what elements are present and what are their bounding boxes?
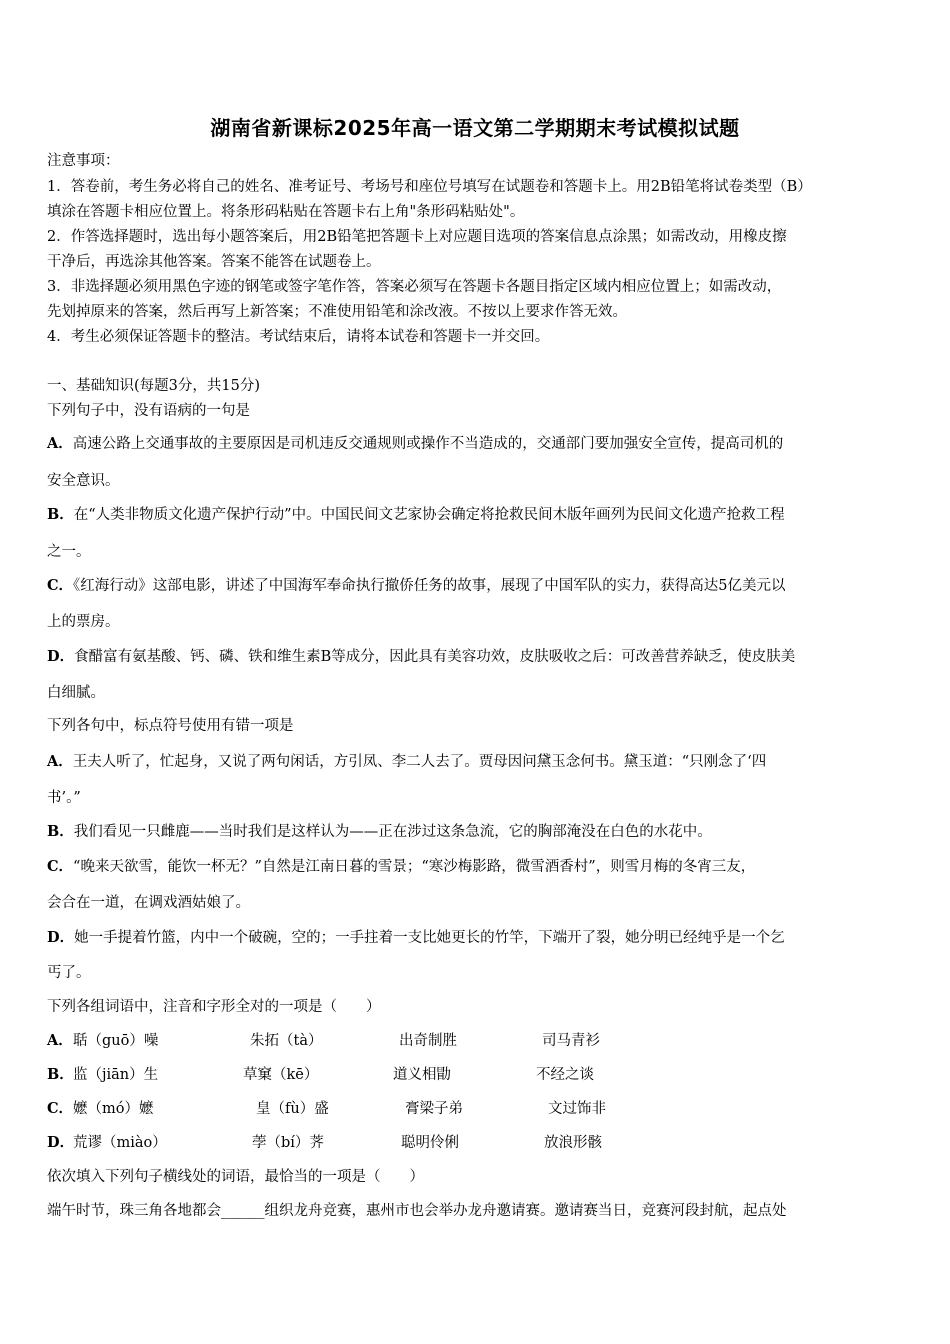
option-word: 膏梁子弟: [405, 1101, 463, 1117]
q2-option-c-cont: 会合在一道，在调戏酒姑娘了。: [47, 895, 250, 911]
q3-option-row: [47, 1065, 927, 1085]
option-text: 在“人类非物质文化遗产保护行动”中。中国民间文艺家协会确定将抢救民间木版年画列为民间文化遗产抢救工程: [73, 507, 785, 523]
notes-line: 填涂在答题卡相应位置上。将条形码粘贴在答题卡右上角"条形码粘贴处"。: [47, 204, 525, 220]
q2-option-d-cont: 丐了。: [47, 965, 91, 981]
q2-option-c: [47, 857, 755, 877]
option-label: A．: [47, 1032, 73, 1049]
option-word: 草窠（kē）: [243, 1067, 319, 1083]
option-word: 荸（bí）荠: [252, 1135, 324, 1151]
option-word: 放浪形骸: [544, 1135, 602, 1151]
option-word: 文过饰非: [548, 1101, 606, 1117]
option-text: “晚来天欲雪，能饮一杯无？”自然是江南日暮的雪景；“寒沙梅影路，微雪酒香村”，则雪月梅的冬宵三友，: [73, 859, 756, 875]
q2-option-b: [47, 822, 712, 842]
question-1-stem: 下列句子中，没有语病的一句是: [47, 403, 250, 419]
option-label: C．: [47, 1100, 74, 1117]
option-word: 出奇制胜: [399, 1033, 457, 1049]
q1-option-d: [47, 647, 795, 667]
page-title: 湖南省新课标2025年高一语文第二学期期末考试模拟试题: [210, 116, 740, 140]
option-label: D．: [47, 1134, 75, 1151]
option-label: D．: [47, 929, 75, 946]
option-word: 道义相勖: [393, 1067, 451, 1083]
notes-line: 3．非选择题必须用黑色字迹的钢笔或签字笔作答，答案必须写在答题卡各题目指定区域内相应位置上；如需改动，: [47, 279, 782, 295]
option-label: A．: [47, 435, 73, 452]
option-word: 荒谬（miào）: [73, 1135, 167, 1151]
option-text: 高速公路上交通事故的主要原因是司机违反交通规则或操作不当造成的，交通部门要加强安全宣传，提高司机的: [72, 436, 784, 452]
q3-option-row: [47, 1133, 927, 1153]
option-word: 朱拓（tà）: [250, 1033, 323, 1049]
q1-option-a: [47, 434, 783, 454]
question-4-stem: 依次填入下列句子横线处的词语，最恰当的一项是（ ）: [47, 1169, 424, 1185]
option-text: 《红海行动》这部电影，讲述了中国海军奉命执行撤侨任务的故事，展现了中国军队的实力，获得高达5亿美元以: [73, 578, 786, 594]
option-label: D．: [47, 648, 75, 665]
option-word: 聒（guō）噪: [73, 1033, 159, 1049]
option-label: C．: [47, 577, 74, 594]
question-3-stem: 下列各组词语中，注音和字形全对的一项是（ ）: [47, 999, 381, 1015]
section-heading: 一、基础知识(每题3分，共15分): [47, 378, 260, 394]
notes-heading: 注意事项：: [47, 153, 120, 169]
option-word: 聪明伶俐: [401, 1135, 459, 1151]
question-4-text: 端午时节，珠三角各地都会______组织龙舟竞赛，惠州市也会举办龙舟邀请赛。邀请赛当日，竞赛河段封航，起点处: [47, 1203, 787, 1219]
option-text: 她一手提着竹篮，内中一个破碗，空的；一手拄着一支比她更长的竹竿，下端开了裂，她分明已经纯乎是一个乞: [74, 930, 785, 946]
notes-line: 干净后，再选涂其他答案。答案不能答在试题卷上。: [47, 254, 381, 270]
q1-option-c-cont: 上的票房。: [47, 614, 120, 630]
q1-option-a-cont: 安全意识。: [47, 473, 120, 489]
option-text: 食醋富有氨基酸、钙、磷、铁和维生素B等成分，因此具有美容功效，皮肤吸收之后：可改善营养缺乏，使皮肤美: [74, 649, 796, 665]
q1-option-b: [47, 505, 785, 525]
q2-option-a-cont: 书’。”: [47, 790, 81, 806]
option-label: B．: [47, 1066, 74, 1083]
option-word: 司马青衫: [542, 1033, 600, 1049]
notes-line: 1．答卷前，考生务必将自己的姓名、准考证号、考场号和座位号填写在试题卷和答题卡上。用2B铅笔将试卷类型（B）: [47, 179, 812, 195]
option-label: B．: [47, 823, 74, 840]
option-word: 嬷（mó）嬷: [73, 1101, 154, 1117]
notes-line: 2．作答选择题时，选出每小题答案后，用2B铅笔把答题卡上对应题目选项的答案信息点涂黑；如需改动，用橡皮擦: [47, 229, 787, 245]
q3-option-row: [47, 1099, 927, 1119]
notes-line: 先划掉原来的答案，然后再写上新答案；不准使用铅笔和涂改液。不按以上要求作答无效。: [47, 304, 627, 320]
q3-option-row: [47, 1031, 927, 1051]
notes-line: 4．考生必须保证答题卡的整洁。考试结束后，请将本试卷和答题卡一并交回。: [47, 329, 550, 345]
q1-option-b-cont: 之一。: [47, 544, 91, 560]
option-label: C．: [47, 858, 74, 875]
option-word: 不经之谈: [536, 1067, 594, 1083]
q2-option-d: [47, 928, 785, 948]
option-label: B．: [47, 506, 74, 523]
option-label: A．: [47, 753, 73, 770]
q1-option-c: [47, 576, 786, 596]
question-2-stem: 下列各句中，标点符号使用有错一项是: [47, 718, 294, 734]
option-word: 监（jiān）生: [73, 1067, 159, 1083]
option-word: 皇（fù）盛: [256, 1101, 329, 1117]
option-text: 王夫人听了，忙起身，又说了两句闲话，方引凤、李二人去了。贾母因问黛玉念何书。黛玉道：“只刚念了‘四: [72, 754, 767, 770]
option-text: 我们看见一只雌鹿——当时我们是这样认为——正在涉过这条急流，它的胸部淹没在白色的水花中。: [73, 824, 712, 840]
q2-option-a: [47, 752, 766, 772]
q1-option-d-cont: 白细腻。: [47, 685, 105, 701]
